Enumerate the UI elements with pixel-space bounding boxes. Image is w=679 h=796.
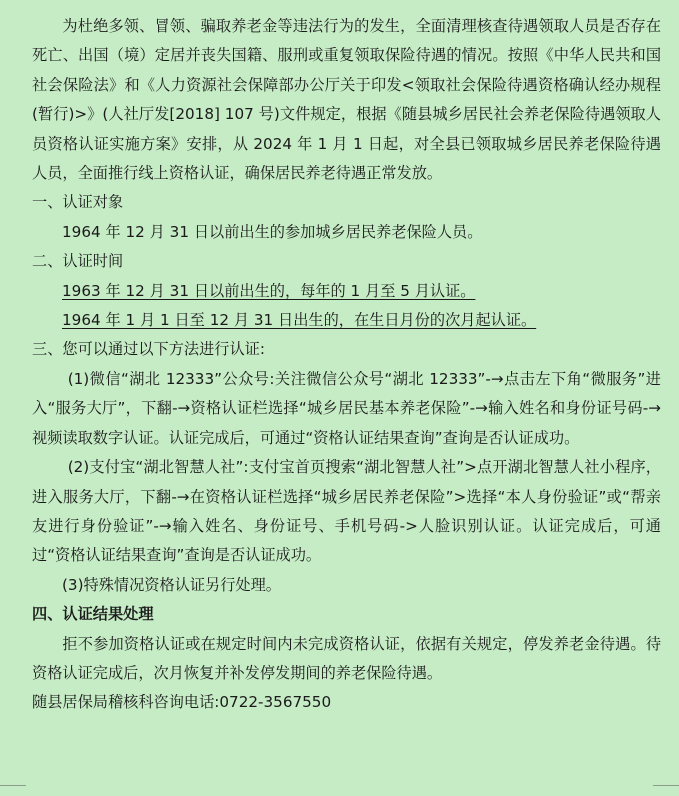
- section-2-line-1: [32, 277, 661, 306]
- contact-line: 随县居保局稽核科咨询电话:0722-3567550: [32, 693, 332, 712]
- page-corner-mark-right: [653, 785, 679, 796]
- section-2-line-1-text: 1963 年 12 月 31 日以前出生的，每年的 1 月至 5 月认证。: [62, 281, 476, 300]
- method-item-special: (3)特殊情况资格认证另行处理。: [62, 575, 281, 594]
- section-3-heading: 三、您可以通过以下方法进行认证:: [32, 340, 265, 359]
- section-1-body: 1964 年 12 月 31 日以前出生的参加城乡居民养老保险人员。: [62, 222, 483, 241]
- section-1-heading: 一、认证对象: [32, 193, 124, 212]
- intro-paragraph: 为杜绝多领、冒领、骗取养老金等违法行为的发生，全面清理核查待遇领取人员是否存在死亡、出国（境）定居并丧失国籍、服刑或重复领取保险待遇的情况。按照《中华人民共和国社会保险法》和《人力资源社会保障部办公厅关于印发<领取社会保险待遇资格确认经办规程(暂行)>》(人社厅发[2018] 107 号)文件规定，根据《随县城乡居民社会养老保险待遇领取人员资格认证实施方案》安排，从 2024 年 1 月 1 日起，对全县已领取城乡居民养老保险待遇人员，全面推行线上资格认证，确保居民养老待遇正常发放。: [32, 17, 661, 183]
- section-4-body: 拒不参加资格认证或在规定时间内未完成资格认证，依据有关规定，停发养老金待遇。待资格认证完成后，次月恢复并补发停发期间的养老保险待遇。: [32, 634, 661, 682]
- section-2-heading: 二、认证时间: [32, 252, 124, 271]
- page-corner-mark-left: [0, 785, 26, 796]
- method-item-alipay: (2)支付宝“湖北智慧人社”:支付宝首页搜索“湖北智慧人社”>点开湖北智慧人社小程序，进入服务大厅，下翻-→在资格认证栏选择“城乡居民养老保险”>选择“本人身份验证”或“帮亲友进行身份验证”-→输入姓名、身份证号、手机号码->人脸识别认证。认证完成后，可通过“资格认证结果查询”查询是否认证成功。: [32, 458, 661, 565]
- method-item-wechat: (1)微信“湖北 12333”公众号:关注微信公众号“湖北 12333”-→点击左下角“微服务”进入“服务大厅”，下翻-→资格认证栏选择“城乡居民基本养老保险”-→输入姓名和身份证号码-→视频读取数字认证。认证完成后，可通过“资格认证结果查询”查询是否认证成功。: [32, 369, 661, 447]
- section-2-line-2-text: 1964 年 1 月 1 日至 12 月 31 日出生的，在生日月份的次月起认证。: [62, 311, 537, 330]
- section-2-line-2: [32, 306, 661, 335]
- section-4-heading: 四、认证结果处理: [32, 605, 154, 624]
